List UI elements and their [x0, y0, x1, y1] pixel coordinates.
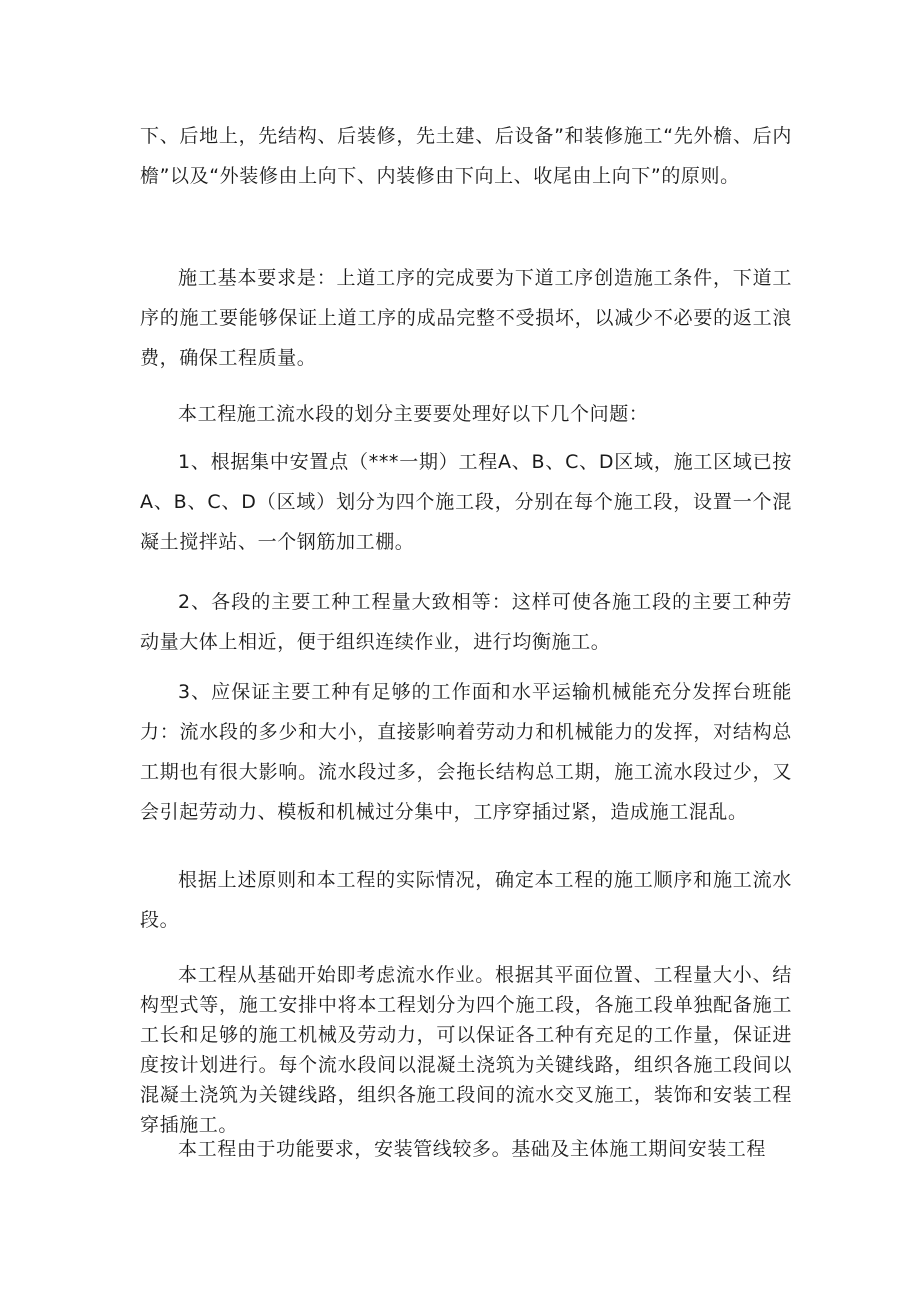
paragraph-item-3: 3、应保证主要工种有足够的工作面和水平运输机械能充分发挥台班能力：流水段的多少和大小，直接影响着劳动力和机械能力的发挥，对结构总工期也有很大影响。流水段过多，会拖长结构总工期，施工流水段过少，又会引起劳动力、模板和机械过分集中，工序穿插过紧，造成施工混乱。	[140, 681, 792, 823]
paragraph-item-1: 1、根据集中安置点（***一期）工程A、B、C、D区域，施工区域已按A、B、C、D（区域）划分为四个施工段，分别在每个施工段，设置一个混凝土搅拌站、一个钢筋加工棚。	[140, 451, 792, 553]
paragraph-flow-section-intro: 本工程施工流水段的划分主要要处理好以下几个问题：	[178, 403, 649, 425]
paragraph-basic-requirements: 施工基本要求是：上道工序的完成要为下道工序创造施工条件，下道工序的施工要能够保证上道工序的成品完整不受损坏，以减少不必要的返工浪费，确保工程质量。	[140, 267, 792, 369]
paragraph-determination: 根据上述原则和本工程的实际情况，确定本工程的施工顺序和施工流水段。	[140, 869, 792, 931]
paragraph-construction-principles-continued: 下、后地上，先结构、后装修，先土建、后设备”和装修施工“先外檐、后内檐”以及“外装修由上向下、内装修由下向上、收尾由上向下”的原则。	[140, 125, 792, 187]
paragraph-flow-operation: 本工程从基础开始即考虑流水作业。根据其平面位置、工程量大小、结构型式等，施工安排中将本工程划分为四个施工段，各施工段单独配备施工工长和足够的施工机械及劳动力，可以保证各工种有充足的工作量，保证进度按计划进行。每个流水段间以混凝土浇筑为关键线路，组织各施工段间以混凝土浇筑为关键线路，组织各施工段间的流水交叉施工，装饰和安装工程穿插施工。	[140, 964, 792, 1136]
paragraph-installation: 本工程由于功能要求，安装管线较多。基础及主体施工期间安装工程	[178, 1138, 767, 1160]
paragraph-item-2: 2、各段的主要工种工程量大致相等：这样可使各施工段的主要工种劳动量大体上相近，便于组织连续作业，进行均衡施工。	[140, 591, 792, 653]
